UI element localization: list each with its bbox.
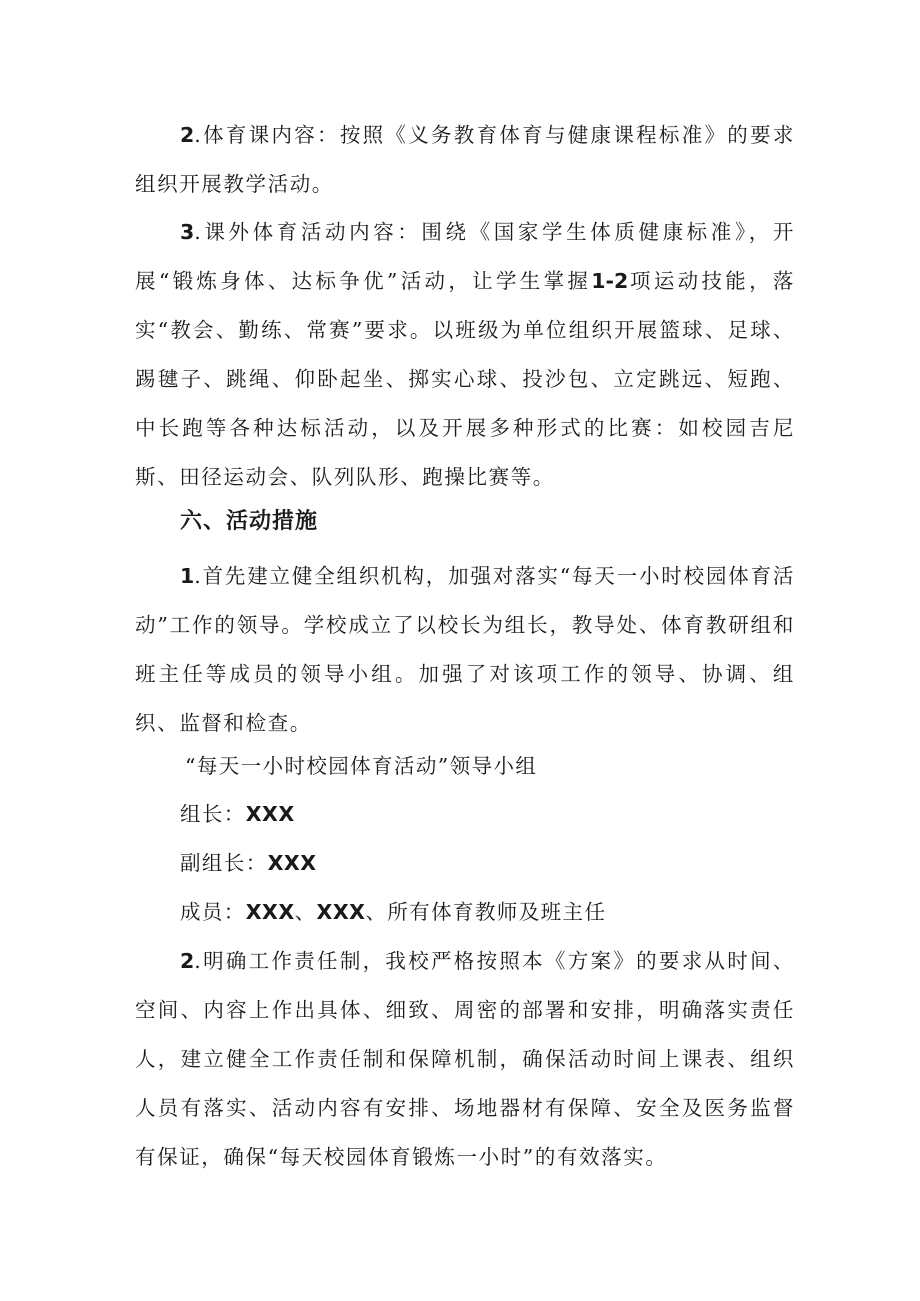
item-number: 3 — [180, 220, 195, 244]
leader-label: 组长： — [180, 802, 246, 826]
paragraph-text: .首先建立健全组织机构，加强对落实“每天一小时校园体育活动”工作的领导。学校成立了以校长为组长，教导处、体育教研组和班主任等成员的领导小组。加强了对该项工作的领导、协调、组织、监督和检查。 — [135, 564, 795, 735]
deputy-value: XXX — [267, 851, 317, 875]
members-rest: 、所有体育教师及班主任 — [365, 900, 607, 924]
group-title: “每天一小时校园体育活动”领导小组 — [185, 754, 538, 778]
item-number: 2 — [180, 949, 195, 973]
group-leader-line — [180, 794, 295, 834]
member-2: XXX — [316, 900, 366, 924]
paragraph-extracurricular-content — [135, 208, 795, 502]
paragraph-pe-class-content — [135, 111, 795, 209]
group-deputy-line — [180, 843, 317, 883]
group-members-line — [180, 892, 606, 932]
section-heading: 六、活动措施 — [180, 509, 319, 534]
paragraph-text: .体育课内容：按照《义务教育体育与健康课程标准》的要求组织开展教学活动。 — [135, 123, 795, 196]
skill-count-highlight: 1-2 — [591, 269, 629, 293]
paragraph-text-part-b: 项运动技能，落实“教会、勤练、常赛”要求。以班级为单位组织开展篮球、足球、踢毽子、跳绳、仰卧起坐、掷实心球、投沙包、立定跳远、短跑、中长跑等各种达标活动，以及开展多种形式的比赛：如校园吉尼斯、田径运动会、队列队形、跑操比赛等。 — [135, 269, 795, 489]
paragraph-text-part-a: .课外体育活动内容：围绕《国家学生体质健康标准》，开展“锻炼身体、达标争优”活动，让学生掌握 — [135, 220, 795, 293]
item-number: 2 — [180, 123, 195, 147]
deputy-label: 副组长： — [180, 851, 268, 875]
members-label: 成员： — [180, 900, 246, 924]
leader-value: XXX — [245, 802, 295, 826]
paragraph-organization — [135, 552, 795, 748]
paragraph-text: .明确工作责任制，我校严格按照本《方案》的要求从时间、空间、内容上作出具体、细致、周密的部署和安排，明确落实责任人，建立健全工作责任制和保障机制，确保活动时间上课表、组织人员有落实、活动内容有安排、场地器材有保障、安全及医务监督有保证，确保“每天校园体育锻炼一小时”的有效落实。 — [135, 949, 795, 1169]
member-separator: 、 — [294, 900, 317, 924]
item-number: 1 — [180, 564, 195, 588]
member-1: XXX — [245, 900, 295, 924]
paragraph-responsibility — [135, 937, 795, 1182]
